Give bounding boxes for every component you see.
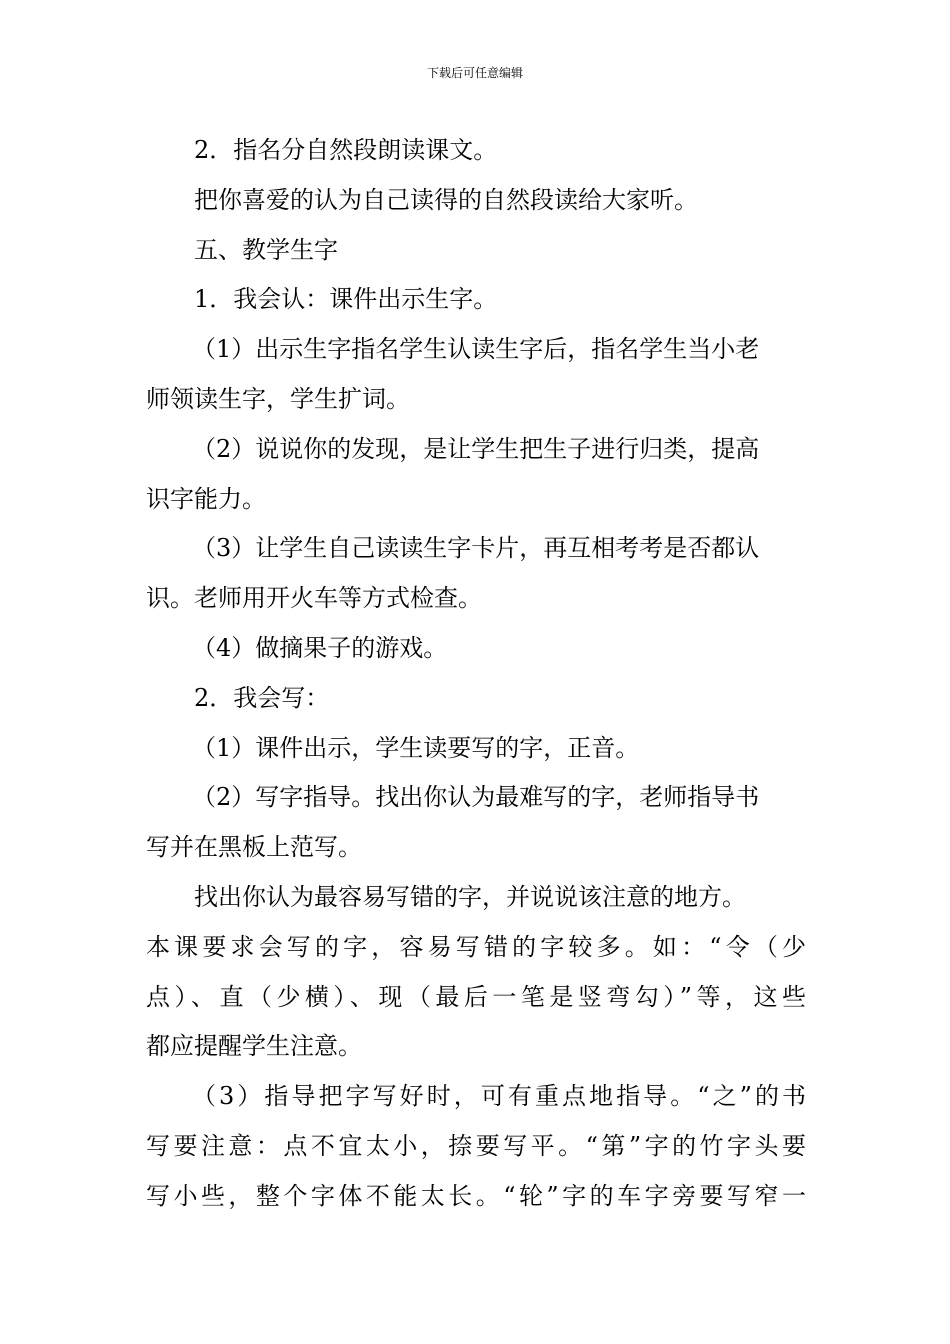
text-line: 识。老师用开火车等方式检查。: [146, 584, 482, 613]
document-body: [146, 126, 806, 1222]
text-line: 把你喜爱的认为自己读得的自然段读给大家听。: [194, 185, 698, 214]
page-header: 下载后可任意编辑: [426, 66, 523, 80]
text-line: 识字能力。: [146, 484, 266, 513]
text-line: 师领读生字，学生扩词。: [146, 384, 410, 413]
text-line: （2）写字指导。找出你认为最难写的字，老师指导书: [192, 783, 760, 812]
text-line: （1）出示生字指名学生认读生字后，指名学生当小老: [192, 335, 760, 364]
text-line: 本课要求会写的字，容易写错的字较多。如：“令（少: [146, 932, 806, 961]
text-line: 写要注意：点不宜太小，捺要写平。“第”字的竹字头要: [146, 1131, 806, 1160]
text-line: （2）说说你的发现，是让学生把生子进行归类，提高: [192, 434, 760, 463]
text-line: 2．指名分自然段朗读课文。: [194, 136, 498, 164]
text-line: 找出你认为最容易写错的字，并说说该注意的地方。: [194, 882, 746, 911]
text-line: 写并在黑板上范写。: [146, 833, 362, 862]
text-line: 点）、直（少横）、现（最后一笔是竖弯勾）”等，这些: [146, 982, 806, 1011]
text-line: （3）让学生自己读读生字卡片，再互相考考是否都认: [192, 534, 760, 563]
text-line: 写小些，整个字体不能太长。“轮”字的车字旁要写窄一: [146, 1181, 806, 1210]
text-line: （1）课件出示，学生读要写的字，正音。: [192, 733, 640, 762]
text-line: （3）指导把字写好时，可有重点地指导。“之”的书: [192, 1082, 806, 1111]
section-heading: 五、教学生字: [194, 235, 338, 264]
text-line: 1．我会认：课件出示生字。: [194, 285, 498, 314]
text-line: （4）做摘果子的游戏。: [192, 633, 448, 662]
text-line: 2．我会写：: [194, 683, 330, 712]
text-line: 都应提醒学生注意。: [146, 1032, 362, 1061]
